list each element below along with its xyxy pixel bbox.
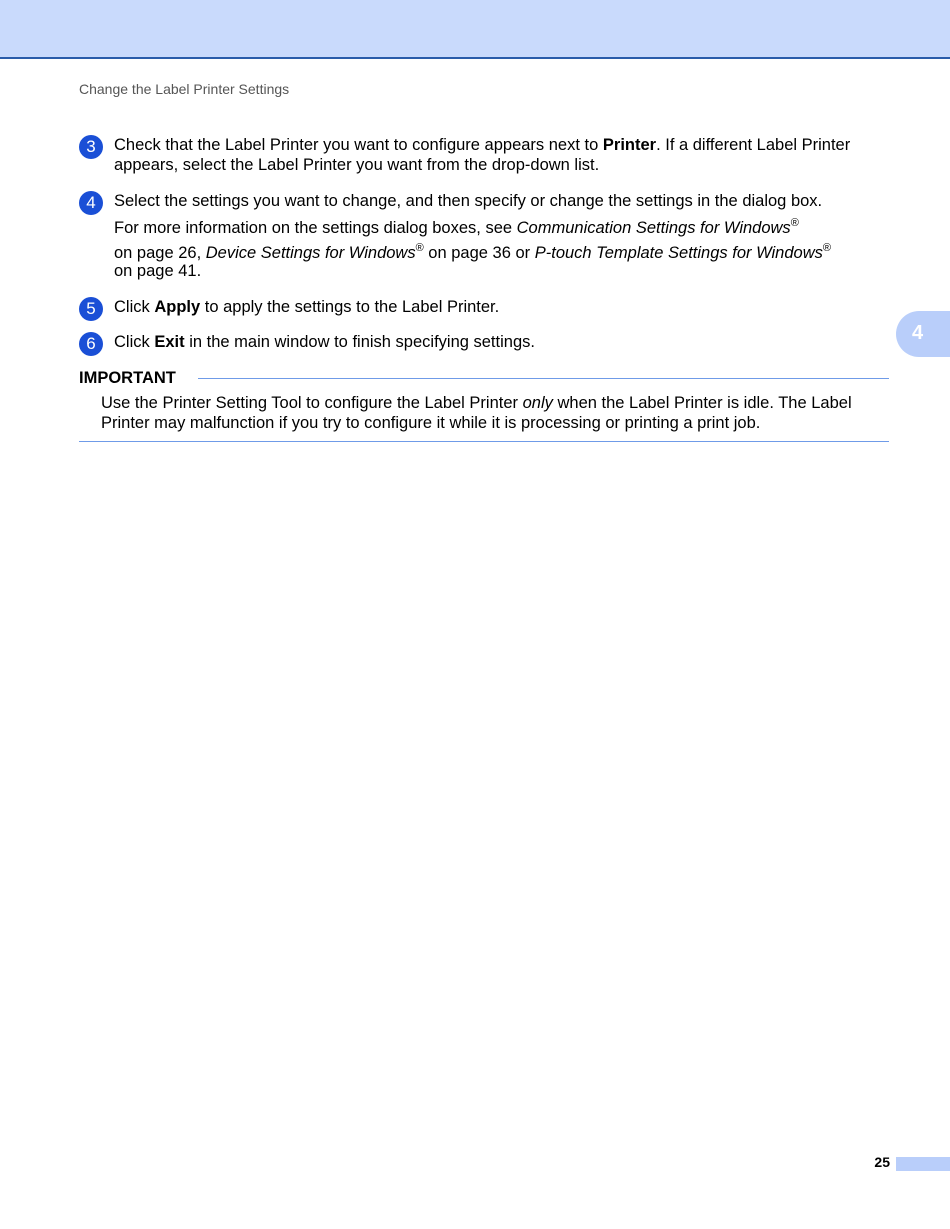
step-text-run: on page 26, <box>114 244 206 262</box>
chapter-number: 4 <box>912 322 924 344</box>
registered-mark: ® <box>415 242 424 254</box>
important-text-run: when the Label Printer is idle. The Label Printer may malfunction if you try to configure it while it is processing or printing a print job. <box>101 394 852 432</box>
step-line: Select the settings you want to change, and then specify or change the settings in the dialog box. <box>114 192 823 210</box>
step-text-run: on page 36 or <box>423 244 535 262</box>
important-rule-bottom <box>79 441 889 442</box>
step-text <box>114 332 879 352</box>
running-header: Change the Label Printer Settings <box>79 81 290 97</box>
step-text-run: to apply the settings to the Label Printer. <box>200 298 500 316</box>
page-number-bar <box>896 1157 950 1171</box>
step-number-badge: 3 <box>79 135 103 159</box>
registered-mark: ® <box>822 242 831 254</box>
step-text-run: Click <box>114 298 155 316</box>
important-rule-top <box>198 378 889 379</box>
step-line: on page 41. <box>114 262 202 280</box>
step-text-run: . If a different Label Printer appears, select the Label Printer you want from the drop-down list. <box>114 136 851 174</box>
step-number-badge: 6 <box>79 332 103 356</box>
step-bold-term: Apply <box>154 298 201 316</box>
cross-reference: P-touch Template Settings for Windows <box>534 244 823 262</box>
step-text <box>114 191 879 281</box>
step-text <box>114 297 879 317</box>
important-text-run: Use the Printer Setting Tool to configure the Label Printer <box>101 394 523 412</box>
step-text-run: Check that the Label Printer you want to configure appears next to <box>114 136 603 154</box>
step-text <box>114 135 879 175</box>
important-body <box>101 393 886 433</box>
chapter-tab <box>896 311 950 357</box>
step-bold-term: Printer <box>602 136 657 154</box>
cross-reference: Communication Settings for Windows <box>516 219 791 237</box>
step-bold-term: Exit <box>154 333 185 351</box>
step-number-badge: 5 <box>79 297 103 321</box>
step-number-badge: 4 <box>79 191 103 215</box>
step-text-run: in the main window to finish specifying settings. <box>184 333 535 351</box>
header-band <box>0 0 950 59</box>
page-number: 25 <box>874 1154 890 1170</box>
registered-mark: ® <box>790 217 799 229</box>
cross-reference: Device Settings for Windows <box>205 244 416 262</box>
important-emphasis: only <box>522 394 553 412</box>
step-text-run: For more information on the settings dialog boxes, see <box>114 219 517 237</box>
step-text-run: Click <box>114 333 155 351</box>
important-heading: IMPORTANT <box>79 369 176 387</box>
step-more-info <box>114 216 879 266</box>
